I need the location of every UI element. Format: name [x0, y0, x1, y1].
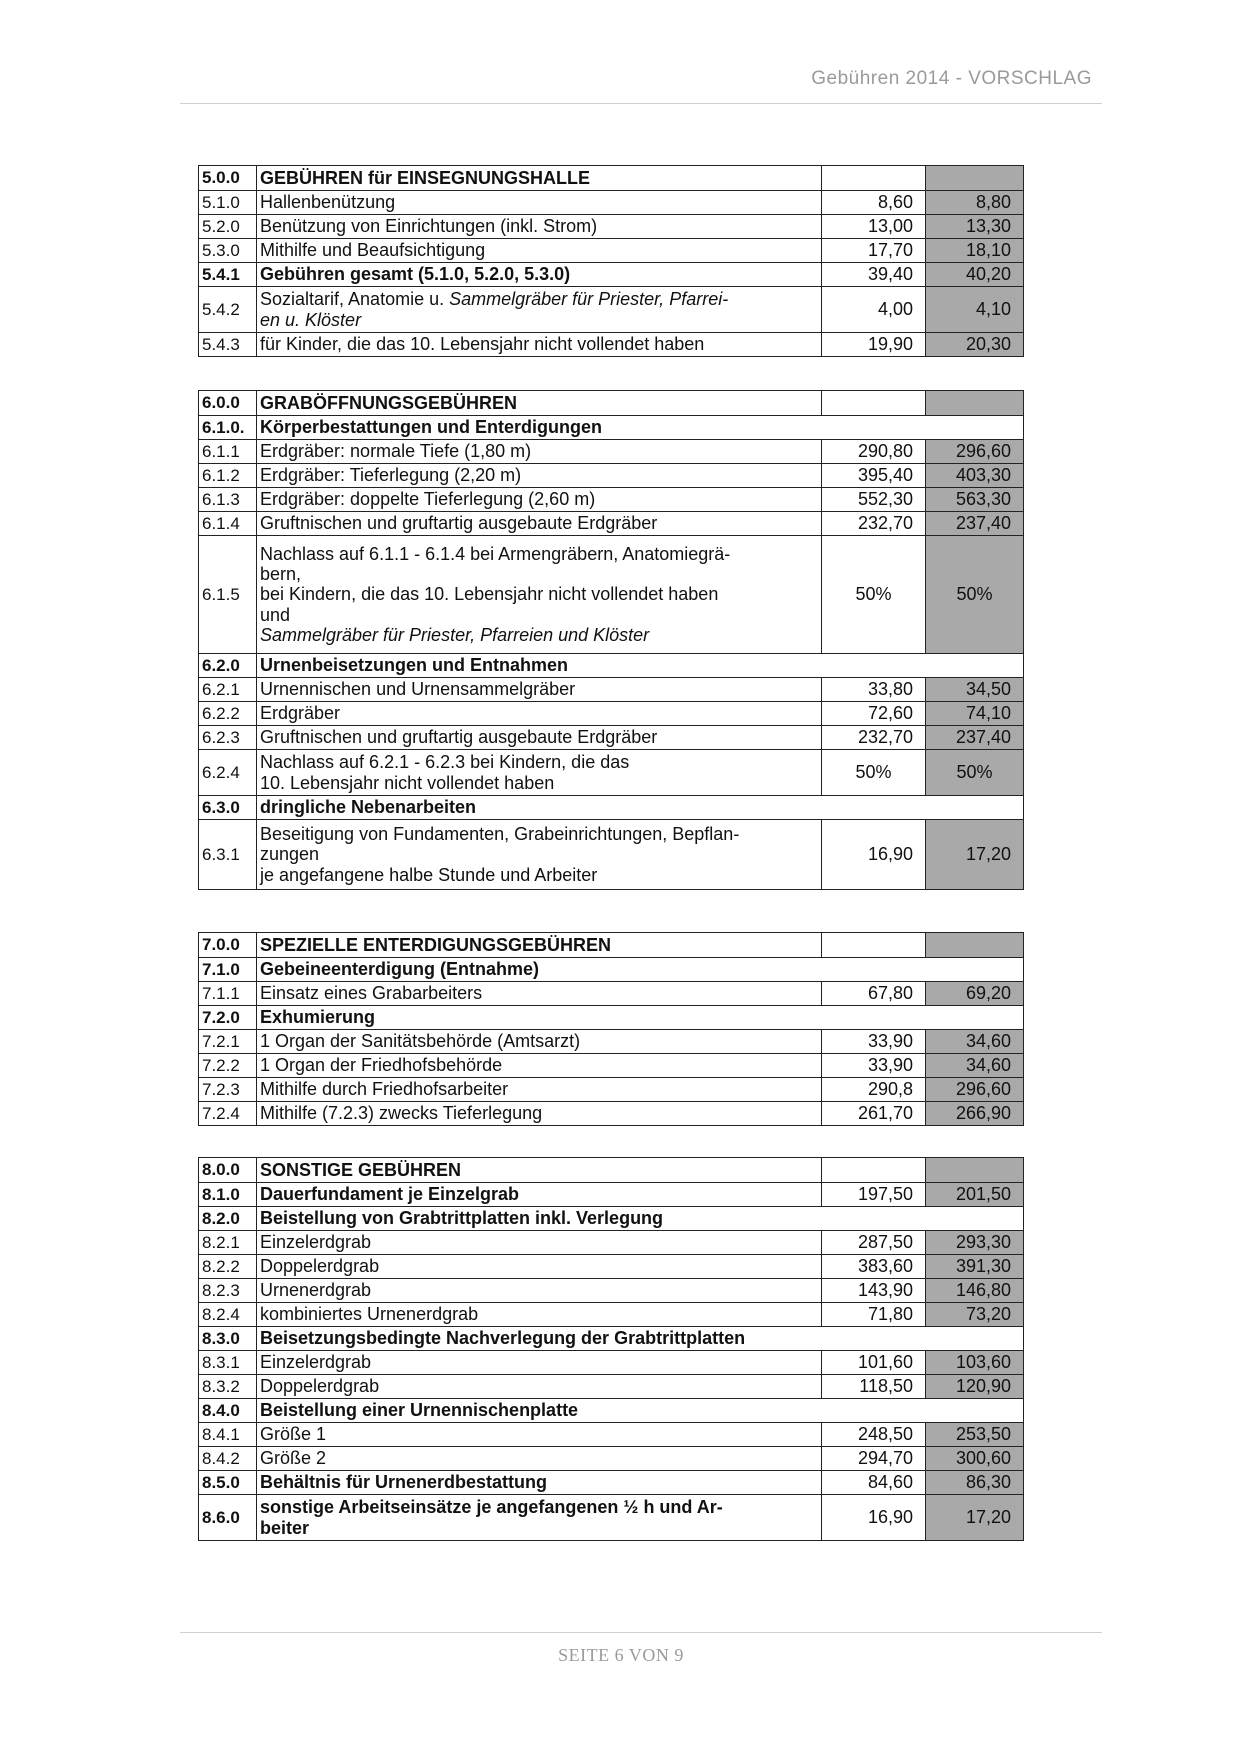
row-label: Gruftnischen und gruftartig ausgebaute Erdgräber — [257, 726, 822, 750]
section-heading — [199, 1158, 1024, 1183]
new-fee: 563,30 — [926, 488, 1024, 512]
row-label: Mithilfe (7.2.3) zwecks Tieferlegung — [257, 1102, 822, 1126]
row-label: Erdgräber: Tieferlegung (2,20 m) — [257, 464, 822, 488]
row-label-line: je angefangene halbe Stunde und Arbeiter — [260, 864, 598, 885]
row-code: 6.2.0 — [199, 654, 257, 678]
table-row — [199, 1471, 1024, 1495]
footer-divider — [180, 1632, 1102, 1633]
row-code: 5.0.0 — [199, 166, 257, 191]
new-fee: 17,20 — [926, 1495, 1024, 1541]
new-fee-cell — [926, 1158, 1024, 1183]
table-row — [199, 263, 1024, 287]
new-fee: 69,20 — [926, 982, 1024, 1006]
old-fee: 101,60 — [822, 1351, 926, 1375]
old-fee: 13,00 — [822, 215, 926, 239]
fee-table-section-8 — [198, 1157, 1024, 1541]
row-code: 8.4.1 — [199, 1423, 257, 1447]
row-label: 1 Organ der Friedhofsbehörde — [257, 1054, 822, 1078]
new-fee: 17,20 — [926, 820, 1024, 890]
row-label: Mithilfe und Beaufsichtigung — [257, 239, 822, 263]
row-label-line: bern, — [260, 564, 302, 585]
page-number: SEITE 6 VON 9 — [558, 1645, 684, 1665]
row-label: Beisetzungsbedingte Nachverlegung der Grabtrittplatten — [257, 1327, 1024, 1351]
row-label-part: en u. Klöster — [260, 309, 362, 330]
table-row — [199, 464, 1024, 488]
old-fee: 290,80 — [822, 440, 926, 464]
table-row — [199, 1279, 1024, 1303]
page-header-title: Gebühren 2014 - VORSCHLAG — [811, 68, 1092, 89]
row-code: 8.5.0 — [199, 1471, 257, 1495]
row-label-line: Sammelgräber für Priester, Pfarreien und Klöster — [260, 624, 650, 645]
old-fee-cell — [822, 933, 926, 958]
row-label: Doppelerdgrab — [257, 1255, 822, 1279]
new-fee-cell — [926, 166, 1024, 191]
row-code: 6.1.1 — [199, 440, 257, 464]
row-label: Mithilfe durch Friedhofsarbeiter — [257, 1078, 822, 1102]
old-fee: 84,60 — [822, 1471, 926, 1495]
new-fee: 50% — [926, 536, 1024, 654]
table-row — [199, 1303, 1024, 1327]
new-fee: 266,90 — [926, 1102, 1024, 1126]
row-code: 5.4.2 — [199, 287, 257, 333]
old-fee: 16,90 — [822, 1495, 926, 1541]
old-fee: 17,70 — [822, 239, 926, 263]
row-label: Erdgräber: doppelte Tieferlegung (2,60 m) — [257, 488, 822, 512]
row-code: 5.2.0 — [199, 215, 257, 239]
old-fee-cell — [822, 166, 926, 191]
row-label: Hallenbenützung — [257, 191, 822, 215]
table-row — [199, 512, 1024, 536]
old-fee: 19,90 — [822, 333, 926, 357]
subsection-heading — [199, 796, 1024, 820]
old-fee: 143,90 — [822, 1279, 926, 1303]
table-row — [199, 750, 1024, 796]
table-row — [199, 1495, 1024, 1541]
row-label: Gebeineenterdigung (Entnahme) — [257, 958, 1024, 982]
row-label: Benützung von Einrichtungen (inkl. Strom) — [257, 215, 822, 239]
new-fee: 103,60 — [926, 1351, 1024, 1375]
subsection-heading — [199, 1327, 1024, 1351]
row-code: 5.4.3 — [199, 333, 257, 357]
table-row — [199, 726, 1024, 750]
row-code: 6.3.0 — [199, 796, 257, 820]
new-fee: 34,60 — [926, 1030, 1024, 1054]
old-fee: 395,40 — [822, 464, 926, 488]
new-fee: 237,40 — [926, 512, 1024, 536]
row-code: 8.3.0 — [199, 1327, 257, 1351]
row-label — [257, 287, 822, 333]
row-code: 6.3.1 — [199, 820, 257, 890]
row-code: 8.4.2 — [199, 1447, 257, 1471]
table-row — [199, 1423, 1024, 1447]
row-code: 8.2.1 — [199, 1231, 257, 1255]
subsection-heading — [199, 1006, 1024, 1030]
new-fee: 391,30 — [926, 1255, 1024, 1279]
row-code: 6.2.3 — [199, 726, 257, 750]
row-code: 6.1.5 — [199, 536, 257, 654]
new-fee: 74,10 — [926, 702, 1024, 726]
row-label: Exhumierung — [257, 1006, 1024, 1030]
new-fee: 86,30 — [926, 1471, 1024, 1495]
row-label: Beistellung einer Urnennischenplatte — [257, 1399, 1024, 1423]
subsection-heading — [199, 654, 1024, 678]
row-label-line: Nachlass auf 6.1.1 - 6.1.4 bei Armengräbern, Anatomiegrä- — [260, 544, 731, 565]
row-label-line: zungen — [260, 844, 320, 865]
row-code: 6.2.2 — [199, 702, 257, 726]
new-fee: 4,10 — [926, 287, 1024, 333]
new-fee: 296,60 — [926, 1078, 1024, 1102]
row-code: 7.2.2 — [199, 1054, 257, 1078]
subsection-heading — [199, 958, 1024, 982]
old-fee: 290,8 — [822, 1078, 926, 1102]
table-row — [199, 239, 1024, 263]
row-label: Einzelerdgrab — [257, 1351, 822, 1375]
row-label: GRABÖFFNUNGSGEBÜHREN — [257, 391, 822, 416]
new-fee: 253,50 — [926, 1423, 1024, 1447]
row-code: 8.6.0 — [199, 1495, 257, 1541]
row-label: Dauerfundament je Einzelgrab — [257, 1183, 822, 1207]
new-fee: 18,10 — [926, 239, 1024, 263]
row-label: SONSTIGE GEBÜHREN — [257, 1158, 822, 1183]
table-row — [199, 191, 1024, 215]
old-fee: 248,50 — [822, 1423, 926, 1447]
new-fee: 120,90 — [926, 1375, 1024, 1399]
row-label: Doppelerdgrab — [257, 1375, 822, 1399]
subsection-heading — [199, 1207, 1024, 1231]
row-label: Urnenbeisetzungen und Entnahmen — [257, 654, 1024, 678]
subsection-heading — [199, 416, 1024, 440]
row-label — [257, 820, 822, 890]
old-fee: 4,00 — [822, 287, 926, 333]
row-code: 5.1.0 — [199, 191, 257, 215]
table-row — [199, 1078, 1024, 1102]
table-row — [199, 215, 1024, 239]
old-fee: 261,70 — [822, 1102, 926, 1126]
section-heading — [199, 166, 1024, 191]
row-label: Größe 1 — [257, 1423, 822, 1447]
new-fee: 50% — [926, 750, 1024, 796]
old-fee: 67,80 — [822, 982, 926, 1006]
new-fee: 34,60 — [926, 1054, 1024, 1078]
old-fee: 232,70 — [822, 726, 926, 750]
new-fee: 20,30 — [926, 333, 1024, 357]
row-code: 7.2.0 — [199, 1006, 257, 1030]
row-label: Größe 2 — [257, 1447, 822, 1471]
row-label-line: Nachlass auf 6.2.1 - 6.2.3 bei Kindern, die das — [260, 752, 630, 773]
old-fee: 50% — [822, 536, 926, 654]
row-label: Behältnis für Urnenerdbestattung — [257, 1471, 822, 1495]
fee-table-section-5 — [198, 165, 1024, 357]
old-fee: 39,40 — [822, 263, 926, 287]
row-code: 8.2.2 — [199, 1255, 257, 1279]
row-code: 8.1.0 — [199, 1183, 257, 1207]
table-row — [199, 440, 1024, 464]
row-code: 6.1.0. — [199, 416, 257, 440]
row-code: 7.2.4 — [199, 1102, 257, 1126]
new-fee: 237,40 — [926, 726, 1024, 750]
new-fee: 201,50 — [926, 1183, 1024, 1207]
row-label: Einsatz eines Grabarbeiters — [257, 982, 822, 1006]
fee-table-section-6 — [198, 390, 1024, 890]
row-label-line: sonstige Arbeitseinsätze je angefangenen ½ h und Ar- — [260, 1497, 723, 1518]
row-code: 8.4.0 — [199, 1399, 257, 1423]
table-row — [199, 1255, 1024, 1279]
row-code: 7.1.1 — [199, 982, 257, 1006]
old-fee: 71,80 — [822, 1303, 926, 1327]
table-row — [199, 1447, 1024, 1471]
row-code: 7.1.0 — [199, 958, 257, 982]
table-row — [199, 1183, 1024, 1207]
row-code: 6.1.4 — [199, 512, 257, 536]
row-label: 1 Organ der Sanitätsbehörde (Amtsarzt) — [257, 1030, 822, 1054]
new-fee: 8,80 — [926, 191, 1024, 215]
row-code: 8.2.0 — [199, 1207, 257, 1231]
table-row — [199, 1054, 1024, 1078]
row-code: 7.2.1 — [199, 1030, 257, 1054]
row-label: Gebühren gesamt (5.1.0, 5.2.0, 5.3.0) — [257, 263, 822, 287]
row-label: Beistellung von Grabtrittplatten inkl. Verlegung — [257, 1207, 1024, 1231]
table-row — [199, 333, 1024, 357]
row-label — [257, 750, 822, 796]
table-row — [199, 1030, 1024, 1054]
row-label: Körperbestattungen und Enterdigungen — [257, 416, 1024, 440]
row-code: 8.3.1 — [199, 1351, 257, 1375]
new-fee-cell — [926, 933, 1024, 958]
old-fee: 118,50 — [822, 1375, 926, 1399]
new-fee: 34,50 — [926, 678, 1024, 702]
fee-table-section-7 — [198, 932, 1024, 1126]
old-fee: 294,70 — [822, 1447, 926, 1471]
row-code: 8.2.4 — [199, 1303, 257, 1327]
row-code: 5.3.0 — [199, 239, 257, 263]
row-label-line: beiter — [260, 1517, 310, 1538]
new-fee: 300,60 — [926, 1447, 1024, 1471]
row-label-line: und — [260, 604, 291, 625]
row-label-part: Sozialtarif, Anatomie u. — [260, 289, 450, 310]
row-code: 8.2.3 — [199, 1279, 257, 1303]
row-label: Einzelerdgrab — [257, 1231, 822, 1255]
row-label — [257, 1495, 822, 1541]
new-fee: 40,20 — [926, 263, 1024, 287]
row-label: Urnenerdgrab — [257, 1279, 822, 1303]
row-label: Gruftnischen und gruftartig ausgebaute Erdgräber — [257, 512, 822, 536]
row-label-line: bei Kindern, die das 10. Lebensjahr nicht vollendet haben — [260, 584, 719, 605]
old-fee: 33,90 — [822, 1054, 926, 1078]
table-row — [199, 982, 1024, 1006]
row-code: 7.0.0 — [199, 933, 257, 958]
old-fee: 50% — [822, 750, 926, 796]
row-label: kombiniertes Urnenerdgrab — [257, 1303, 822, 1327]
old-fee: 287,50 — [822, 1231, 926, 1255]
row-code: 8.0.0 — [199, 1158, 257, 1183]
row-code: 7.2.3 — [199, 1078, 257, 1102]
table-row — [199, 488, 1024, 512]
new-fee: 293,30 — [926, 1231, 1024, 1255]
row-label: für Kinder, die das 10. Lebensjahr nicht vollendet haben — [257, 333, 822, 357]
old-fee: 33,90 — [822, 1030, 926, 1054]
subsection-heading — [199, 1399, 1024, 1423]
table-row — [199, 1231, 1024, 1255]
row-label: Erdgräber: normale Tiefe (1,80 m) — [257, 440, 822, 464]
row-code: 6.0.0 — [199, 391, 257, 416]
new-fee: 73,20 — [926, 1303, 1024, 1327]
new-fee-cell — [926, 391, 1024, 416]
row-label-part: Sammelgräber für Priester, Pfarrei- — [449, 289, 729, 310]
row-code: 6.2.1 — [199, 678, 257, 702]
row-label: Urnennischen und Urnensammelgräber — [257, 678, 822, 702]
row-label: dringliche Nebenarbeiten — [257, 796, 1024, 820]
row-code: 6.1.3 — [199, 488, 257, 512]
old-fee: 552,30 — [822, 488, 926, 512]
old-fee-cell — [822, 391, 926, 416]
table-row — [199, 678, 1024, 702]
new-fee: 296,60 — [926, 440, 1024, 464]
new-fee: 146,80 — [926, 1279, 1024, 1303]
table-row — [199, 1102, 1024, 1126]
old-fee: 16,90 — [822, 820, 926, 890]
old-fee: 197,50 — [822, 1183, 926, 1207]
row-label — [257, 536, 822, 654]
row-label: GEBÜHREN für EINSEGNUNGSHALLE — [257, 166, 822, 191]
old-fee: 8,60 — [822, 191, 926, 215]
row-label: Erdgräber — [257, 702, 822, 726]
section-heading — [199, 391, 1024, 416]
table-row — [199, 1351, 1024, 1375]
row-label: SPEZIELLE ENTERDIGUNGSGEBÜHREN — [257, 933, 822, 958]
old-fee: 383,60 — [822, 1255, 926, 1279]
table-row — [199, 702, 1024, 726]
old-fee: 33,80 — [822, 678, 926, 702]
row-code: 5.4.1 — [199, 263, 257, 287]
table-row — [199, 1375, 1024, 1399]
old-fee: 72,60 — [822, 702, 926, 726]
section-heading — [199, 933, 1024, 958]
new-fee: 13,30 — [926, 215, 1024, 239]
row-code: 6.2.4 — [199, 750, 257, 796]
row-label-line: 10. Lebensjahr nicht vollendet haben — [260, 772, 555, 793]
table-row — [199, 287, 1024, 333]
header-divider — [180, 103, 1102, 104]
old-fee-cell — [822, 1158, 926, 1183]
old-fee: 232,70 — [822, 512, 926, 536]
new-fee: 403,30 — [926, 464, 1024, 488]
table-row — [199, 820, 1024, 890]
row-code: 8.3.2 — [199, 1375, 257, 1399]
row-code: 6.1.2 — [199, 464, 257, 488]
row-label-line: Beseitigung von Fundamenten, Grabeinrichtungen, Bepflan- — [260, 824, 740, 845]
table-row — [199, 536, 1024, 654]
